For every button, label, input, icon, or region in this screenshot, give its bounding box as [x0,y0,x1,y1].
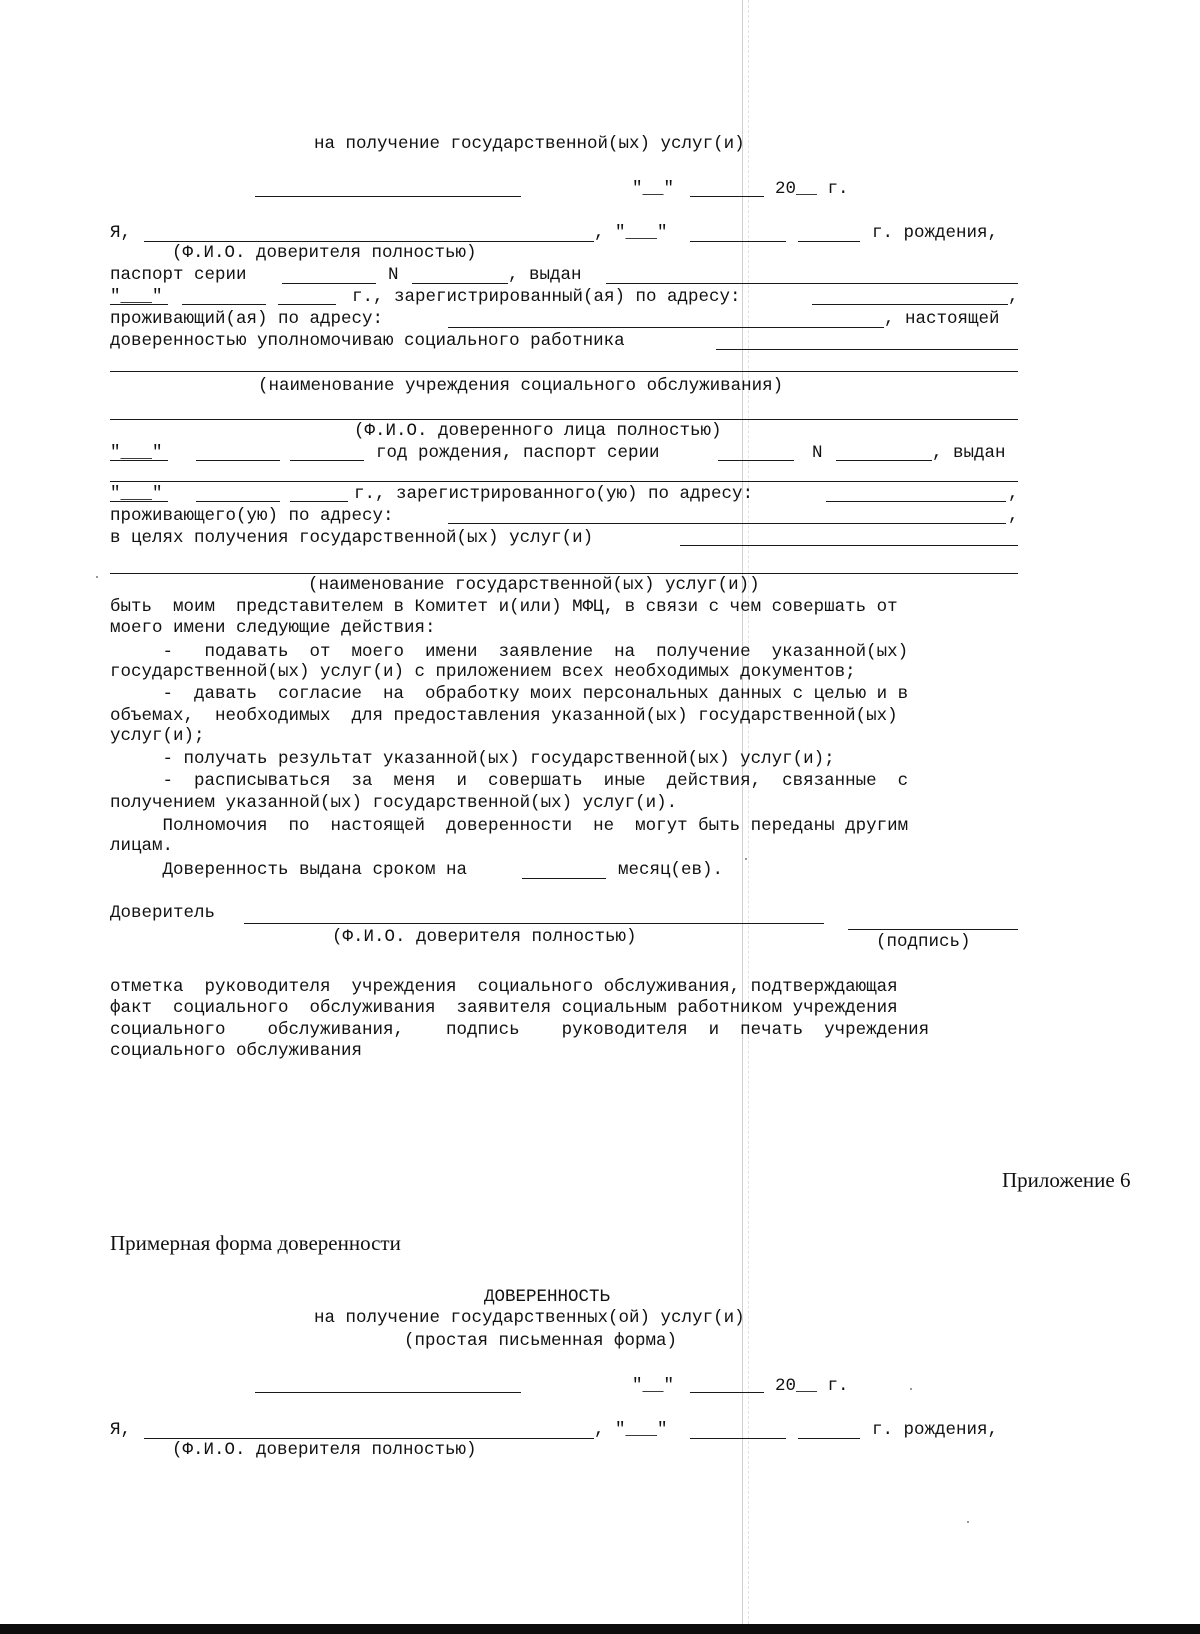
trustee-month-blank [196,460,280,461]
appendix-label: Приложение 6 [1002,1168,1131,1192]
principal-name-blank [144,241,594,242]
scan-speck [745,858,747,860]
principal-label: Доверитель [110,903,216,923]
date-month-blank [690,196,764,197]
issued-by-blank [606,283,1018,284]
trustee-year-blank [290,460,364,461]
appendix-birth-quote: , "___" [594,1420,668,1440]
appendix-caption-fio-principal: (Ф.И.О. доверителя полностью) [172,1440,477,1460]
trustee-day-blank [110,460,168,461]
body-line-10: получением указанной(ых) государственной(ых) услуг(и). [110,793,678,813]
validity-label: Доверенность выдана сроком на [110,860,468,880]
purpose-label: в целях получения государственной(ых) услуг(и) [110,528,594,548]
doc-subtitle: на получение государственных(ой) услуг(и) [314,1308,745,1328]
issue-date-quote: "___" [110,287,163,307]
body-line-11: Полномочия по настоящей доверенности не могут быть переданы другим [110,816,909,836]
caption-fio-principal-2: (Ф.И.О. доверителя полностью) [332,927,637,947]
note-line-4: социального обслуживания [110,1041,363,1061]
appendix-birth-label: г. рождения, [872,1420,999,1440]
caption-fio-trustee: (Ф.И.О. доверенного лица полностью) [354,421,722,441]
body-line-3: - подавать от моего имени заявление на получение указанной(ых) [110,642,909,662]
appendix-date-year: 20__ г. [775,1376,849,1396]
doc-title: ДОВЕРЕННОСТЬ [484,1287,611,1307]
note-line-2: факт социального обслуживания заявителя социальным работником учреждения [110,998,898,1018]
principal-fio-blank [244,923,824,924]
this-label: , настоящей [884,309,1000,329]
validity-unit: месяц(ев). [618,860,724,880]
appendix-form-title: Примерная форма доверенности [110,1231,401,1255]
trustee-number-label: N [812,443,823,463]
note-line-3: социального обслуживания, подпись руководителя и печать учреждения [110,1020,930,1040]
body-line-9: - расписываться за меня и совершать иные действия, связанные с [110,771,909,791]
appendix-date-month-blank [690,1392,764,1393]
issue-year-blank [278,304,336,305]
trustee-issue-month-blank [196,501,280,502]
comma-3: , [1008,506,1019,526]
institution-blank [110,371,1018,372]
appendix-birth-month-blank [690,1438,786,1439]
scan-speck [96,576,98,578]
purpose-blank [680,545,1018,546]
body-line-7: услуг(и); [110,726,205,746]
birth-year-blank [798,241,860,242]
trustee-birth-label: год рождения, паспорт серии [376,443,660,463]
scan-speck [967,1521,969,1523]
validity-months-blank [522,878,606,879]
passport-series-blank [282,283,376,284]
caption-service: (наименование государственной(ых) услуг(и)) [308,575,760,595]
scan-speck [910,1388,912,1390]
residing-address-blank [448,327,884,328]
body-line-12: лицам. [110,836,174,856]
trustee-issue-quote: "___" [110,484,163,504]
registered-address-blank [812,304,1008,305]
date-day-quote: "__" [632,179,675,199]
registered-label: г., зарегистрированный(ая) по адресу: [352,287,741,307]
date-year: 20__ г. [775,179,849,199]
residing-label: проживающий(ая) по адресу: [110,309,384,329]
authorize-label: доверенностью уполномочиваю социального работника [110,331,625,351]
trustee-issued-label: , выдан [932,443,1006,463]
birth-label: г. рождения, [872,223,999,243]
trustee-res-address-blank [448,523,1006,524]
body-line-6: объемах, необходимых для предоставления указанной(ых) государственной(ых) [110,706,898,726]
trustee-date-quote: "___" [110,443,163,463]
appendix-ya-label: Я, [110,1420,132,1440]
trustee-number-blank [836,460,932,461]
body-line-2: моего имени следующие действия: [110,618,436,638]
doc-form: (простая письменная форма) [404,1331,678,1351]
birth-month-blank [690,241,786,242]
body-line-5: - давать согласие на обработку моих персональных данных с целью и в [110,684,909,704]
trustee-residing-label: проживающего(ую) по адресу: [110,506,394,526]
form-heading-line: на получение государственной(ых) услуг(и) [314,134,745,154]
body-line-4: государственной(ых) услуг(и) с приложением всех необходимых документов; [110,662,856,682]
passport-number-label: N [388,265,399,285]
trustee-issued-blank [110,481,1018,482]
trustee-issue-year-blank [290,501,348,502]
issue-month-blank [182,304,266,305]
place-blank [255,196,521,197]
passport-series-label: паспорт серии [110,265,247,285]
caption-fio-principal: (Ф.И.О. доверителя полностью) [172,243,477,263]
trustee-issue-day-blank [110,501,168,502]
appendix-place-blank [255,1392,521,1393]
appendix-birth-year-blank [798,1438,860,1439]
ya-label: Я, [110,223,132,243]
signature-blank [848,929,1018,930]
birth-date-quote: , "___" [594,223,668,243]
caption-institution: (наименование учреждения социального обслуживания) [258,376,784,396]
body-line-1: быть моим представителем в Комитет и(или) МФЦ, в связи с чем совершать от [110,597,898,617]
trustee-reg-address-blank [826,501,1006,502]
comma-1: , [1008,287,1019,307]
note-line-1: отметка руководителя учреждения социального обслуживания, подтверждающая [110,977,898,997]
trustee-series-blank [718,460,794,461]
issue-day-blank [110,304,168,305]
body-line-8: - получать результат указанной(ых) государственной(ых) услуг(и); [110,749,835,769]
social-worker-blank [716,349,1018,350]
passport-number-blank [412,283,508,284]
trustee-registered-label: г., зарегистрированного(ую) по адресу: [354,484,754,504]
caption-signature: (подпись) [876,932,971,952]
service-name-blank [110,573,1018,574]
comma-2: , [1008,484,1019,504]
appendix-principal-name-blank [144,1438,594,1439]
appendix-date-quote: "__" [632,1376,675,1396]
scan-bottom-edge [0,1624,1200,1634]
trustee-name-blank [110,419,1018,420]
issued-label: , выдан [508,265,582,285]
